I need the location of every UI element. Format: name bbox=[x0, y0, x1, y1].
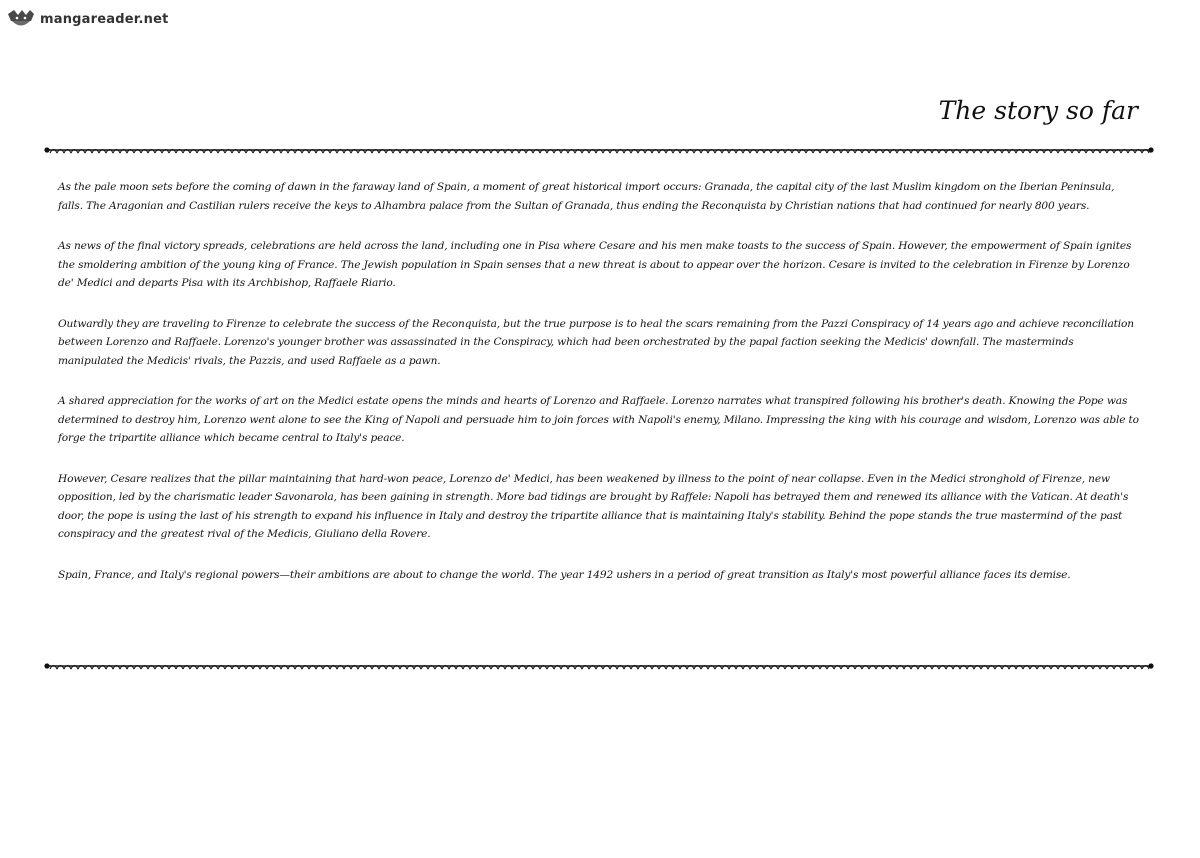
story-paragraph-5: However, Cesare realizes that the pillar maintaining that hard-won peace, Lorenzo de' Medici, has been weakened by illness to the point of near collapse. Even in the Medici stronghold of Firenze, new opposition, led by the charismatic leader Savonarola, has been gaining in strength. More bad tidings are brought by Raffele: Napoli has betrayed them and renewed its alliance with the Vatican. At death's door, the pope is using the last of his strength to expand his influence in Italy and destroy the tripartite alliance that is maintaining Italy's stability. Behind the pope stands the true mastermind of the past conspiracy and the greatest rival of the Medicis, Giuliano della Rovere. bbox=[58, 472, 1129, 540]
story-paragraph-1: As the pale moon sets before the coming of dawn in the faraway land of Spain, a moment of great historical import occurs: Granada, the capital city of the last Muslim kingdom on the Iberian Peninsula, falls. The Aragonian and Castilian rulers receive the keys to Alhambra palace from the Sultan of Granada, thus ending the Reconquista by Christian nations that had continued for nearly 800 years. bbox=[58, 181, 1115, 212]
watermark bbox=[6, 6, 169, 32]
watermark-text: mangareader.net bbox=[40, 11, 169, 27]
crown-fox-logo-icon bbox=[6, 8, 36, 30]
story-paragraph-3: Outwardly they are traveling to Firenze to celebrate the success of the Reconquista, but the true purpose is to heal the scars remaining from the Pazzi Conspiracy of 14 years ago and achieve reconciliation between Lorenzo and Raffaele. Lorenzo's younger brother was assassinated in the Conspiracy, which had been orchestrated by the papal faction seeking the Medicis' downfall. The masterminds manipulated the Medicis' rivals, the Pazzis, and used Raffaele as a pawn. bbox=[58, 317, 1134, 367]
page-title: The story so far bbox=[938, 96, 1138, 125]
story-paragraph-2: As news of the final victory spreads, celebrations are held across the land, including one in Pisa where Cesare and his men make toasts to the success of Spain. However, the empowerment of Spain ignites the smoldering ambition of the young king of France. The Jewish population in Spain senses that a new threat is about to appear over the horizon. Cesare is invited to the celebration in Firenze by Lorenzo de' Medici and departs Pisa with its Archbishop, Raffaele Riario. bbox=[58, 240, 1132, 289]
story-text bbox=[58, 178, 1140, 606]
story-paragraph-4: A shared appreciation for the works of art on the Medici estate opens the minds and hearts of Lorenzo and Raffaele. Lorenzo narrates what transpired following his brother's death. Knowing the Pope was determined to destroy him, Lorenzo went alone to see the King of Napoli and persuade him to join forces with Napoli's enemy, Milano. Impressing the king with his courage and wisdom, Lorenzo was able to forge the tripartite alliance which became central to Italy's peace. bbox=[58, 395, 1139, 444]
ornamental-rule-icon bbox=[44, 144, 1154, 156]
story-paragraph-6: Spain, France, and Italy's regional powers—their ambitions are about to change the world. The year 1492 ushers in a period of great transition as Italy's most powerful alliance faces its demise. bbox=[58, 568, 1071, 581]
ornamental-rule-top bbox=[44, 144, 1154, 156]
ornamental-rule-icon bbox=[44, 660, 1154, 672]
ornamental-rule-bottom bbox=[44, 660, 1154, 672]
